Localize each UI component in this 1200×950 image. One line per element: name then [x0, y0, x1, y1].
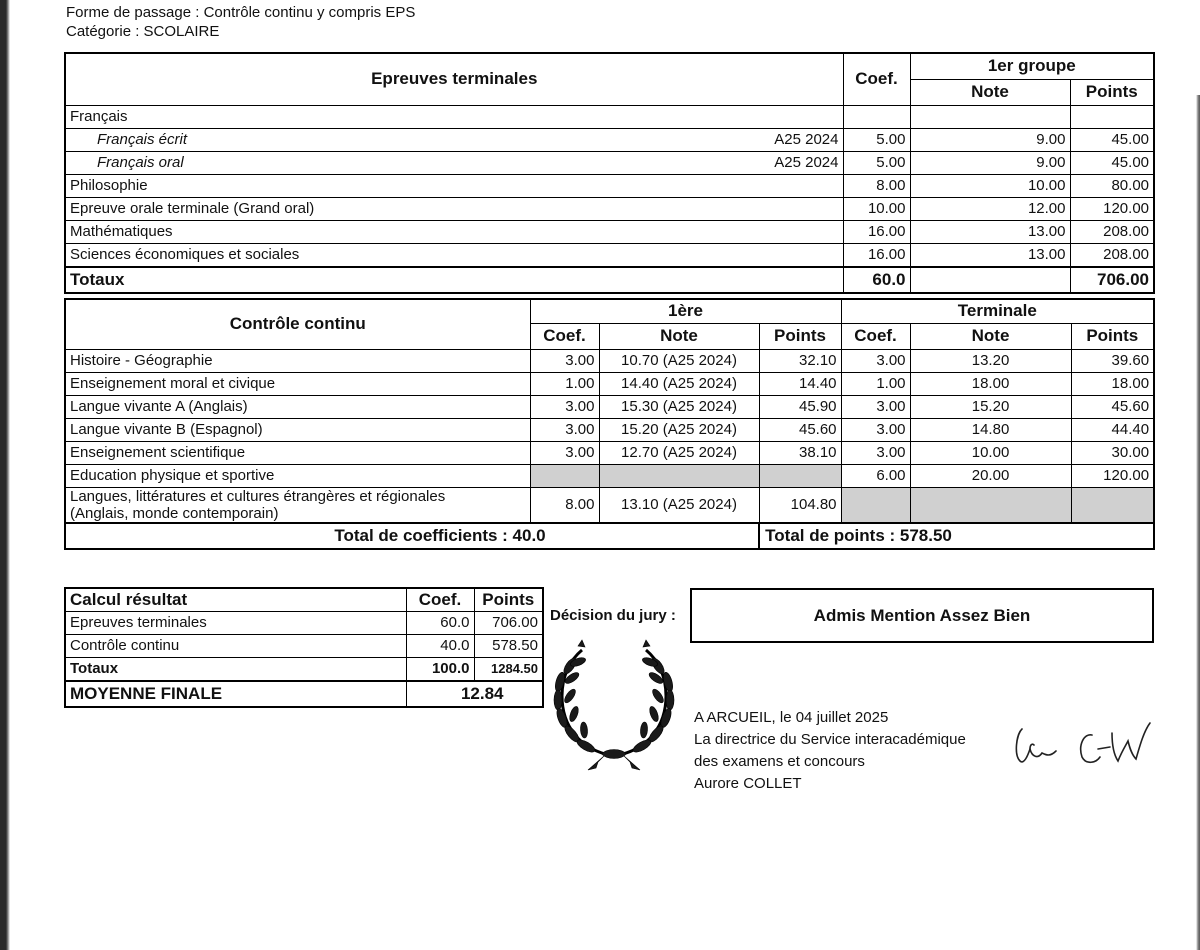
epreuve-coef — [843, 105, 910, 128]
coef-header: Coef. — [843, 53, 910, 105]
group-header: 1er groupe — [910, 53, 1154, 79]
controle-row — [65, 372, 1154, 395]
points-terminale: 45.60 — [1071, 395, 1154, 418]
page-left-edge — [0, 0, 10, 950]
points-1ere: 32.10 — [759, 349, 841, 372]
calcul-totaux-points: 1284.50 — [474, 658, 543, 682]
calcul-points: 578.50 — [474, 635, 543, 658]
epreuve-points: 45.00 — [1070, 128, 1154, 151]
signature-name: Aurore COLLET — [694, 775, 802, 792]
note-1ere: 10.70 (A25 2024) — [599, 349, 759, 372]
note-2-header: Note — [910, 323, 1071, 349]
decision-value: Admis Mention Assez Bien — [813, 605, 1031, 625]
points-1ere: 38.10 — [759, 441, 841, 464]
epreuve-coef: 16.00 — [843, 243, 910, 267]
premiere-header: 1ère — [530, 299, 841, 323]
epreuve-session: A25 2024 — [759, 128, 843, 151]
controle-subject: Langue vivante A (Anglais) — [65, 395, 530, 418]
epreuve-row — [65, 174, 1154, 197]
epreuve-subject: Français écrit — [65, 128, 759, 151]
points-2-header: Points — [1071, 323, 1154, 349]
note-1ere: 15.30 (A25 2024) — [599, 395, 759, 418]
empty-cell — [841, 487, 910, 523]
note-1ere — [599, 464, 759, 487]
calcul-points-header: Points — [474, 588, 543, 612]
coef-terminale: 3.00 — [841, 418, 910, 441]
signature-title-1: La directrice du Service interacadémique — [694, 731, 966, 748]
epreuve-subject: Français oral — [65, 151, 759, 174]
llcer-subject — [65, 487, 530, 523]
coef-terminale: 3.00 — [841, 441, 910, 464]
llcer-points: 104.80 — [759, 487, 841, 523]
calcul-coef-header: Coef. — [406, 588, 474, 612]
total-points: Total de points : 578.50 — [759, 523, 1154, 549]
epreuve-coef: 5.00 — [843, 151, 910, 174]
epreuve-row — [65, 128, 1154, 151]
controle-row — [65, 418, 1154, 441]
epreuve-subject: Philosophie — [65, 174, 759, 197]
epreuve-points: 208.00 — [1070, 243, 1154, 267]
epreuve-row — [65, 105, 1154, 128]
coef-1ere: 3.00 — [530, 418, 599, 441]
epreuve-row — [65, 243, 1154, 267]
moyenne-label: MOYENNE FINALE — [65, 681, 406, 707]
epreuve-row — [65, 197, 1154, 220]
empty-cell — [910, 487, 1071, 523]
signature-block — [694, 707, 966, 795]
points-header: Points — [1070, 79, 1154, 105]
epreuve-session — [759, 243, 843, 267]
total-coefficients: Total de coefficients : 40.0 — [65, 523, 759, 549]
llcer-note: 13.10 (A25 2024) — [599, 487, 759, 523]
document-header — [66, 3, 415, 41]
controle-row — [65, 349, 1154, 372]
points-terminale: 30.00 — [1071, 441, 1154, 464]
note-terminale: 14.80 — [910, 418, 1071, 441]
epreuve-note: 13.00 — [910, 220, 1070, 243]
controle-row — [65, 441, 1154, 464]
controle-subject: Langue vivante B (Espagnol) — [65, 418, 530, 441]
epreuve-row — [65, 151, 1154, 174]
note-1ere: 15.20 (A25 2024) — [599, 418, 759, 441]
calcul-resultat-table — [64, 587, 544, 708]
decision-label: Décision du jury : — [550, 607, 676, 624]
points-1-header: Points — [759, 323, 841, 349]
signature-place-date: A ARCUEIL, le 04 juillet 2025 — [694, 709, 889, 726]
coef-1ere — [530, 464, 599, 487]
terminale-header: Terminale — [841, 299, 1154, 323]
coef-1ere: 3.00 — [530, 441, 599, 464]
calcul-row — [65, 612, 543, 635]
note-terminale: 18.00 — [910, 372, 1071, 395]
page-right-edge — [1196, 95, 1200, 950]
points-terminale: 18.00 — [1071, 372, 1154, 395]
note-terminale: 20.00 — [910, 464, 1071, 487]
coef-1-header: Coef. — [530, 323, 599, 349]
calcul-label: Epreuves terminales — [65, 612, 406, 635]
epreuves-terminales-table — [64, 52, 1155, 294]
signature-title-2: des examens et concours — [694, 753, 865, 770]
coef-1ere: 3.00 — [530, 349, 599, 372]
points-terminale: 39.60 — [1071, 349, 1154, 372]
points-1ere: 14.40 — [759, 372, 841, 395]
handwritten-signature — [1008, 705, 1158, 785]
epreuve-session: A25 2024 — [759, 151, 843, 174]
epreuve-points: 80.00 — [1070, 174, 1154, 197]
points-terminale: 120.00 — [1071, 464, 1154, 487]
controle-subject: Education physique et sportive — [65, 464, 530, 487]
epreuve-note: 13.00 — [910, 243, 1070, 267]
controle-row — [65, 395, 1154, 418]
controle-subject: Histoire - Géographie — [65, 349, 530, 372]
epreuve-coef: 5.00 — [843, 128, 910, 151]
totaux-label: Totaux — [65, 267, 843, 293]
epreuve-note: 12.00 — [910, 197, 1070, 220]
epreuve-note: 10.00 — [910, 174, 1070, 197]
note-1-header: Note — [599, 323, 759, 349]
epreuve-coef: 10.00 — [843, 197, 910, 220]
calcul-row — [65, 635, 543, 658]
calcul-totaux-coef: 100.0 — [406, 658, 474, 682]
categorie: Catégorie : SCOLAIRE — [66, 23, 220, 40]
laurel-wreath-icon — [548, 638, 680, 774]
forme-de-passage: Forme de passage : Contrôle continu y compris EPS — [66, 4, 416, 21]
epreuve-session — [759, 220, 843, 243]
coef-terminale: 3.00 — [841, 349, 910, 372]
epreuve-points: 208.00 — [1070, 220, 1154, 243]
epreuve-note — [910, 105, 1070, 128]
totaux-note — [910, 267, 1070, 293]
llcer-line1: Langues, littératures et cultures étrangères et régionales — [70, 487, 446, 505]
note-1ere: 14.40 (A25 2024) — [599, 372, 759, 395]
decision-box — [690, 588, 1154, 643]
empty-cell — [1071, 487, 1154, 523]
epreuve-points: 120.00 — [1070, 197, 1154, 220]
coef-1ere: 1.00 — [530, 372, 599, 395]
note-terminale: 13.20 — [910, 349, 1071, 372]
controle-subject: Enseignement scientifique — [65, 441, 530, 464]
calcul-totaux-label: Totaux — [65, 658, 406, 682]
coef-terminale: 6.00 — [841, 464, 910, 487]
calcul-coef: 40.0 — [406, 635, 474, 658]
note-terminale: 15.20 — [910, 395, 1071, 418]
calcul-title: Calcul résultat — [65, 588, 406, 612]
epreuve-note: 9.00 — [910, 151, 1070, 174]
epreuves-title: Epreuves terminales — [65, 53, 843, 105]
points-1ere: 45.60 — [759, 418, 841, 441]
controle-continu-table — [64, 298, 1155, 550]
epreuve-coef: 16.00 — [843, 220, 910, 243]
epreuve-points — [1070, 105, 1154, 128]
calcul-points: 706.00 — [474, 612, 543, 635]
note-terminale: 10.00 — [910, 441, 1071, 464]
coef-terminale: 1.00 — [841, 372, 910, 395]
controle-title: Contrôle continu — [65, 299, 530, 349]
coef-2-header: Coef. — [841, 323, 910, 349]
calcul-coef: 60.0 — [406, 612, 474, 635]
llcer-line2: (Anglais, monde contemporain) — [70, 504, 279, 522]
epreuve-coef: 8.00 — [843, 174, 910, 197]
epreuve-points: 45.00 — [1070, 151, 1154, 174]
note-1ere: 12.70 (A25 2024) — [599, 441, 759, 464]
epreuve-session — [759, 197, 843, 220]
note-header: Note — [910, 79, 1070, 105]
epreuve-subject: Sciences économiques et sociales — [65, 243, 759, 267]
epreuve-note: 9.00 — [910, 128, 1070, 151]
points-1ere — [759, 464, 841, 487]
calcul-label: Contrôle continu — [65, 635, 406, 658]
epreuve-session — [759, 105, 843, 128]
controle-row — [65, 464, 1154, 487]
totaux-points: 706.00 — [1070, 267, 1154, 293]
epreuve-subject: Mathématiques — [65, 220, 759, 243]
points-1ere: 45.90 — [759, 395, 841, 418]
epreuve-session — [759, 174, 843, 197]
llcer-coef: 8.00 — [530, 487, 599, 523]
controle-subject: Enseignement moral et civique — [65, 372, 530, 395]
totaux-coef: 60.0 — [843, 267, 910, 293]
coef-1ere: 3.00 — [530, 395, 599, 418]
points-terminale: 44.40 — [1071, 418, 1154, 441]
epreuve-row — [65, 220, 1154, 243]
epreuve-subject: Français — [65, 105, 759, 128]
coef-terminale: 3.00 — [841, 395, 910, 418]
moyenne-value: 12.84 — [406, 681, 543, 707]
epreuve-subject: Epreuve orale terminale (Grand oral) — [65, 197, 759, 220]
